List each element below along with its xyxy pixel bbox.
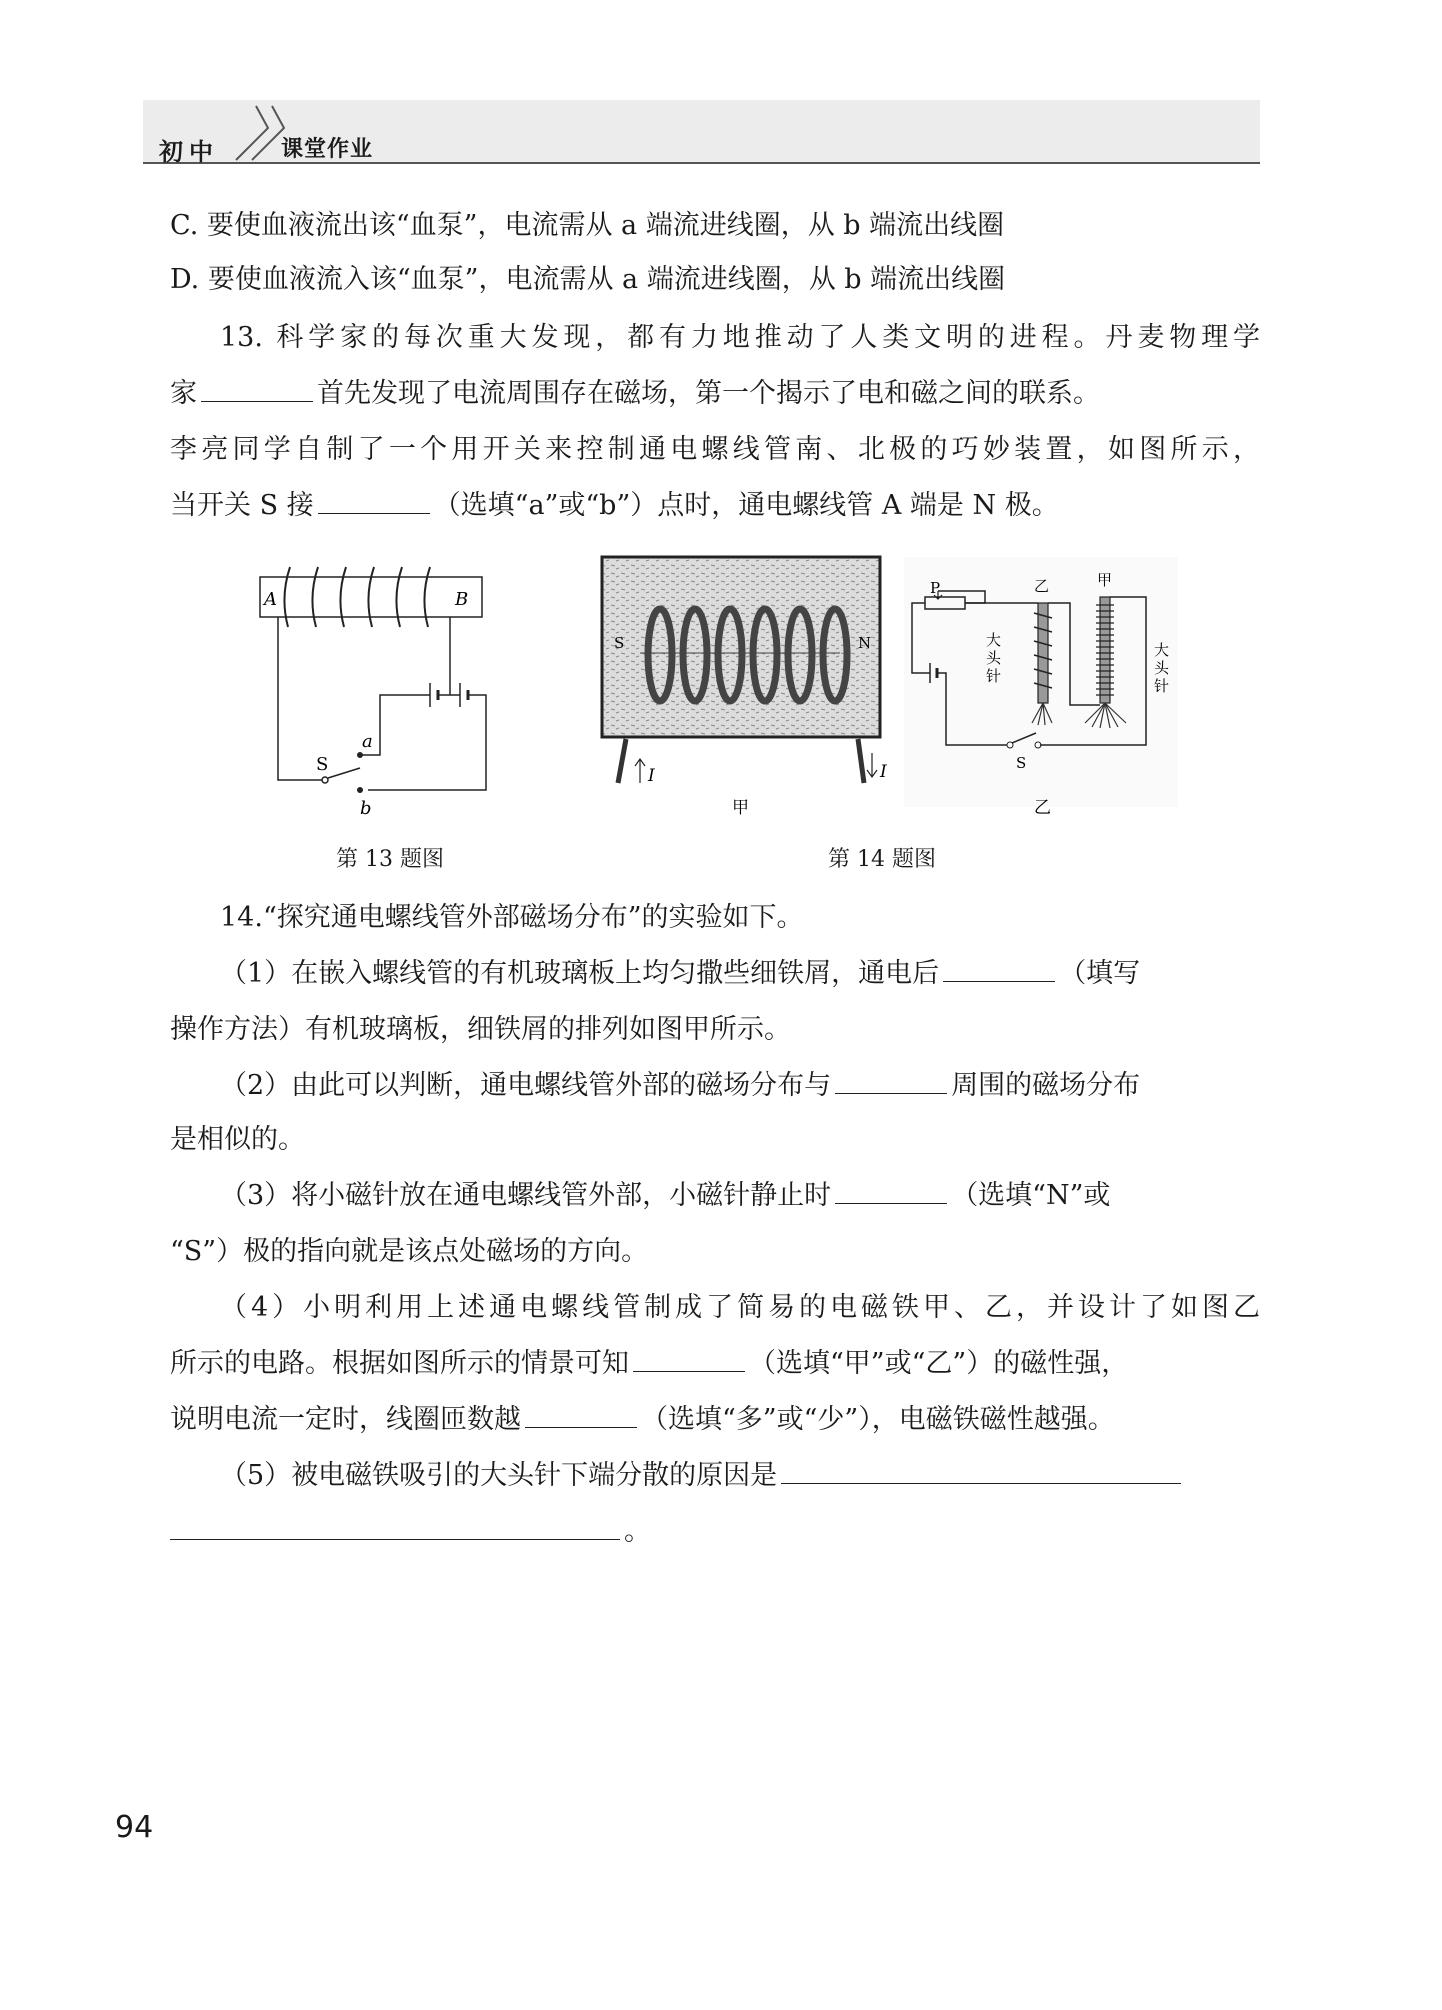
q13-line2-start: 家 [170,378,197,409]
figure-14 [600,555,1180,830]
q14-p5-end: 。 [624,1516,651,1547]
q14-p5-line2 [170,1512,1260,1552]
solenoid-tube [260,577,482,617]
pin-label-left-3: 针 [986,667,1002,685]
q14-p2-line2: 是相似的。 [170,1124,305,1155]
label-n: N [858,634,872,652]
q14-blank-5[interactable] [525,1403,637,1428]
pin-label-right-2: 头 [1154,659,1170,677]
sub-label-jia: 甲 [732,798,749,818]
q14-p3-start: （3）将小磁针放在通电螺线管外部，小磁针静止时 [220,1180,832,1211]
sub-label-yi: 乙 [1034,798,1051,818]
q14-p1-line2: 操作方法）有机玻璃板，细铁屑的排列如图甲所示。 [170,1014,791,1045]
page-number: 94 [115,1810,154,1845]
header-level: 初中 [159,138,219,166]
label-current-1: I [648,766,655,786]
q14-p5-line1 [220,1456,1310,1496]
q12-option-c: C. 要使血液流出该“血泵”，电流需从 a 端流进线圈，从 b 端流出线圈 [170,210,1005,241]
label-switch-yi: S [1016,754,1027,772]
q14-blank-6a[interactable] [781,1459,1181,1484]
q12-option-d: D. 要使血液流入该“血泵”，电流需从 a 端流进线圈，从 b 端流出线圈 [170,264,1006,295]
pin-label-right-3: 针 [1154,677,1170,695]
q13-blank-1[interactable] [201,377,313,402]
q14-p2-line1 [220,1066,1260,1106]
label-rheostat-p: P [930,579,941,597]
label-b: b [360,798,372,819]
figure-13-circuit [250,565,500,825]
q13-line4-start: 当开关 S 接 [170,490,314,521]
q14-p4-line2-end: （选填“甲”或“乙”）的磁性强， [749,1348,1129,1379]
pin-label-right-1: 大 [1154,641,1170,659]
q14-p3-line2: “S”）极的指向就是该点处磁场的方向。 [170,1236,649,1267]
q14-p3-line1 [220,1176,1260,1216]
q14-blank-3[interactable] [835,1179,947,1204]
page-header [143,100,1260,164]
label-b-end: B [455,589,469,610]
label-a: a [362,731,373,752]
q14-p1-line1 [220,954,1260,994]
q14-p4-line3-end: （选填“多”或“少”），电磁铁磁性越强。 [641,1404,1115,1435]
q13-line4-end: （选填“a”或“b”）点时，通电螺线管 A 端是 N 极。 [433,490,1059,521]
q14-blank-4[interactable] [633,1347,745,1372]
q13-blank-2[interactable] [318,489,430,514]
contact-a [357,752,363,758]
switch-blade [328,768,360,778]
figure-13-caption: 第 13 题图 [336,847,444,872]
label-magnet-yi: 乙 [1034,577,1050,595]
label-s: S [614,634,625,652]
switch-pivot [322,777,328,783]
figure-14-caption: 第 14 题图 [828,847,936,872]
q14-p2-start: （2）由此可以判断，通电螺线管外部的磁场分布与 [220,1070,832,1101]
q14-p4-line3 [170,1400,1260,1440]
label-a-end: A [264,589,277,610]
solenoid-coils [284,567,430,627]
contact-b [357,787,363,793]
q14-p3-end: （选填“N”或 [951,1180,1111,1211]
magnet-yi [1038,603,1048,703]
label-magnet-jia: 甲 [1097,571,1113,589]
q14-p2-end: 周围的磁场分布 [951,1070,1141,1101]
pin-label-left-2: 头 [986,649,1002,667]
q14-p5-start: （5）被电磁铁吸引的大头针下端分散的原因是 [220,1460,778,1491]
q14-p4-line1: （4）小明利用上述通电螺线管制成了简易的电磁铁甲、乙，并设计了如图乙 [220,1292,1260,1323]
circuit-yi [904,557,1178,818]
q14-p1-end: （填写 [1059,958,1141,989]
q13-line4 [170,486,1260,526]
q14-p4-line3-start: 说明电流一定时，线圈匝数越 [170,1404,521,1435]
q13-line2 [170,374,1260,414]
magnet-jia [1100,597,1110,703]
q13-line3: 李亮同学自制了一个用开关来控制通电螺线管南、北极的巧妙装置，如图所示， [170,434,1260,465]
q14-p4-line2 [170,1344,1260,1384]
q14-p1-start: （1）在嵌入螺线管的有机玻璃板上均匀撒些细铁屑，通电后 [220,958,940,989]
label-switch: S [316,754,329,775]
q13-line1: 13. 科学家的每次重大发现，都有力地推动了人类文明的进程。丹麦物理学 [220,322,1260,353]
pin-label-left-1: 大 [986,631,1002,649]
q14-intro: 14.“探究通电螺线管外部磁场分布”的实验如下。 [220,902,804,933]
q14-p4-line2-start: 所示的电路。根据如图所示的情景可知 [170,1348,629,1379]
q14-blank-1[interactable] [943,957,1055,982]
header-title: 课堂作业 [281,137,374,162]
label-current-2: I [880,762,887,782]
q13-line2-end: 首先发现了电流周围存在磁场，第一个揭示了电和磁之间的联系。 [317,378,1100,409]
q14-blank-2[interactable] [835,1069,947,1094]
q14-blank-6b[interactable] [170,1515,620,1540]
